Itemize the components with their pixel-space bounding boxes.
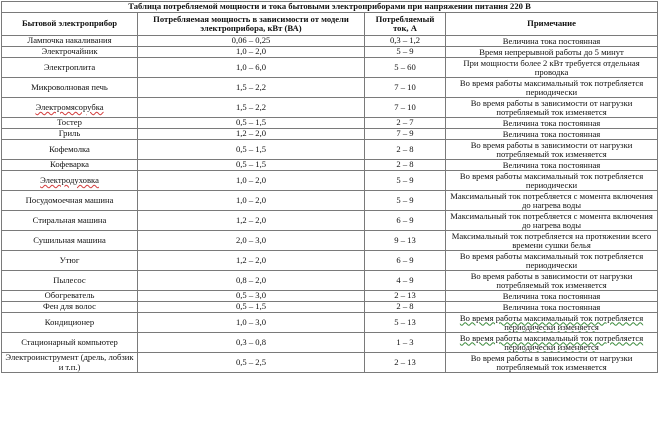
table-row [2, 211, 658, 231]
current-cell: 2 – 8 [365, 160, 446, 171]
note-cell: Во время работы максимальный ток потребляется периодически [446, 251, 658, 271]
power-cell: 1,0 – 2,0 [138, 171, 365, 191]
current-cell: 2 – 13 [365, 291, 446, 302]
note-cell: Во время работы максимальный ток потребляется периодически изменяется [446, 313, 658, 333]
power-cell: 1,0 – 6,0 [138, 58, 365, 78]
device-cell: Фен для волос [2, 302, 138, 313]
note-cell: Величина тока постоянная [446, 291, 658, 302]
note-cell: Величина тока постоянная [446, 302, 658, 313]
power-cell: 0,06 – 0,25 [138, 36, 365, 47]
header-device: Бытовой электроприбор [2, 13, 138, 36]
header-note: Примечание [446, 13, 658, 36]
note-cell: Во время работы в зависимости от нагрузки потребляемый ток изменяется [446, 353, 658, 373]
note-cell: Время непрерывной работы до 5 минут [446, 47, 658, 58]
power-cell: 0,5 – 1,5 [138, 140, 365, 160]
power-cell: 1,0 – 3,0 [138, 313, 365, 333]
note-cell: Во время работы максимальный ток потребляется периодически изменяется [446, 333, 658, 353]
device-cell: Стиральная машина [2, 211, 138, 231]
power-cell: 1,5 – 2,2 [138, 78, 365, 98]
device-cell: Кондиционер [2, 313, 138, 333]
note-cell: Максимальный ток потребляется с момента включения до нагрева воды [446, 211, 658, 231]
current-cell: 7 – 10 [365, 98, 446, 118]
table-row [2, 118, 658, 129]
power-cell: 1,0 – 2,0 [138, 191, 365, 211]
table-row [2, 251, 658, 271]
current-cell: 2 – 8 [365, 140, 446, 160]
device-cell: Электроплита [2, 58, 138, 78]
note-cell: Во время работы максимальный ток потребляется периодически [446, 78, 658, 98]
note-cell: Максимальный ток потребляется с момента включения до нагрева воды [446, 191, 658, 211]
power-cell: 1,0 – 2,0 [138, 47, 365, 58]
current-cell: 9 – 13 [365, 231, 446, 251]
table-row [2, 271, 658, 291]
table-row [2, 291, 658, 302]
table-row [2, 140, 658, 160]
power-cell: 0,3 – 0,8 [138, 333, 365, 353]
note-cell: Во время работы в зависимости от нагрузки потребляемый ток изменяется [446, 98, 658, 118]
table-row [2, 78, 658, 98]
device-cell: Пылесос [2, 271, 138, 291]
table-row [2, 353, 658, 373]
table-row [2, 36, 658, 47]
table-row [2, 58, 658, 78]
power-cell: 1,2 – 2,0 [138, 129, 365, 140]
current-cell: 5 – 9 [365, 191, 446, 211]
current-cell: 6 – 9 [365, 211, 446, 231]
header-current: Потребляемый ток, А [365, 13, 446, 36]
table-row [2, 302, 658, 313]
current-cell: 0,3 – 1,2 [365, 36, 446, 47]
current-cell: 2 – 13 [365, 353, 446, 373]
note-cell: Величина тока постоянная [446, 36, 658, 47]
device-cell: Посудомоечная машина [2, 191, 138, 211]
table-row [2, 191, 658, 211]
current-cell: 1 – 3 [365, 333, 446, 353]
current-cell: 4 – 9 [365, 271, 446, 291]
note-cell: Максимальный ток потребляется на протяжении всего времени сушки белья [446, 231, 658, 251]
power-cell: 0,5 – 1,5 [138, 160, 365, 171]
power-cell: 0,5 – 3,0 [138, 291, 365, 302]
power-cell: 1,2 – 2,0 [138, 251, 365, 271]
device-cell: Лампочка накаливания [2, 36, 138, 47]
device-cell: Кофеварка [2, 160, 138, 171]
table-row [2, 171, 658, 191]
power-cell: 1,5 – 2,2 [138, 98, 365, 118]
power-cell: 0,8 – 2,0 [138, 271, 365, 291]
note-cell: Величина тока постоянная [446, 160, 658, 171]
current-cell: 2 – 7 [365, 118, 446, 129]
note-cell: Величина тока постоянная [446, 129, 658, 140]
header-power: Потребляемая мощность в зависимости от модели электроприбора, кВт (ВА) [138, 13, 365, 36]
device-cell: Стационарный компьютер [2, 333, 138, 353]
table-row [2, 47, 658, 58]
table-caption: Таблица потребляемой мощности и тока бытовыми электроприборами при напряжении питания 220 В [2, 2, 658, 13]
power-cell: 2,0 – 3,0 [138, 231, 365, 251]
current-cell: 5 – 9 [365, 171, 446, 191]
note-cell: Во время работы в зависимости от нагрузки потребляемый ток изменяется [446, 140, 658, 160]
device-cell: Электроинструмент (дрель, лобзик и т.п.) [2, 353, 138, 373]
note-cell: Во время работы максимальный ток потребляется периодически [446, 171, 658, 191]
note-cell: Величина тока постоянная [446, 118, 658, 129]
device-cell: Электродуховка [2, 171, 138, 191]
power-cell: 0,5 – 1,5 [138, 302, 365, 313]
header-row [2, 13, 658, 36]
table-row [2, 333, 658, 353]
device-cell: Обогреватель [2, 291, 138, 302]
table-row [2, 98, 658, 118]
device-cell: Электромясорубка [2, 98, 138, 118]
current-cell: 2 – 8 [365, 302, 446, 313]
current-cell: 7 – 10 [365, 78, 446, 98]
table-row [2, 313, 658, 333]
note-cell: При мощности более 2 кВт требуется отдельная проводка [446, 58, 658, 78]
table-row [2, 129, 658, 140]
power-cell: 1,2 – 2,0 [138, 211, 365, 231]
table-row [2, 231, 658, 251]
current-cell: 7 – 9 [365, 129, 446, 140]
device-cell: Тостер [2, 118, 138, 129]
power-cell: 0,5 – 1,5 [138, 118, 365, 129]
device-cell: Гриль [2, 129, 138, 140]
current-cell: 5 – 13 [365, 313, 446, 333]
current-cell: 5 – 60 [365, 58, 446, 78]
current-cell: 6 – 9 [365, 251, 446, 271]
power-cell: 0,5 – 2,5 [138, 353, 365, 373]
current-cell: 5 – 9 [365, 47, 446, 58]
table-row [2, 160, 658, 171]
device-cell: Сушильная машина [2, 231, 138, 251]
device-cell: Утюг [2, 251, 138, 271]
device-cell: Кофемолка [2, 140, 138, 160]
device-cell: Микроволновая печь [2, 78, 138, 98]
note-cell: Во время работы в зависимости от нагрузки потребляемый ток изменяется [446, 271, 658, 291]
power-consumption-table [1, 1, 658, 373]
device-cell: Электрочайник [2, 47, 138, 58]
